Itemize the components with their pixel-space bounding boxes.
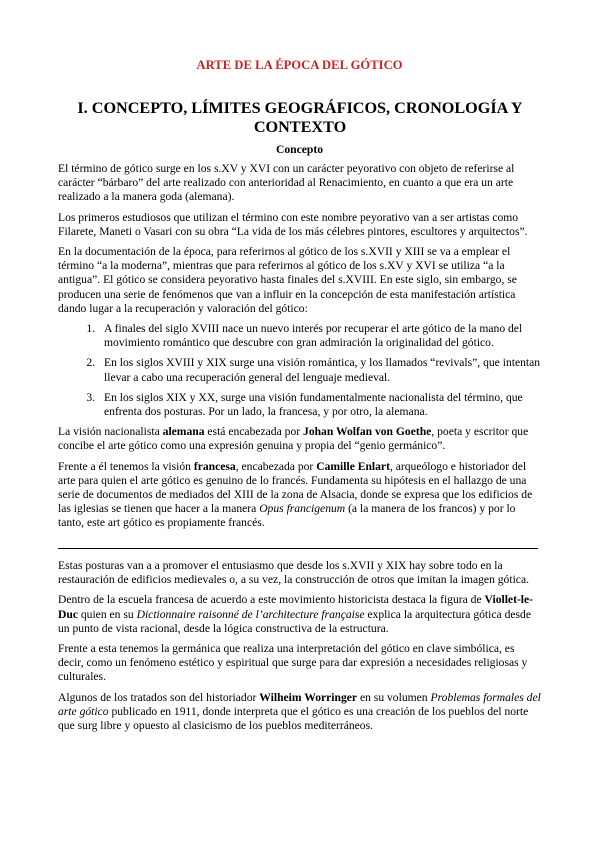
text: explica la arquitectura gótica desde un punto de vista racional, desde la lógica constructiva de la estructura. (58, 607, 531, 635)
text: está encabezada por (204, 425, 304, 439)
text: quien en su (77, 607, 137, 621)
text: La visión nacionalista (58, 425, 163, 439)
horizontal-divider (58, 548, 538, 549)
list-item: 1. A finales del siglo XVIII nace un nuevo interés por recuperar el arte gótico de la mano del movimiento romántico que descubre con gran admiración la originalidad del gótico. (98, 322, 541, 350)
text: (a la manera de los francos) y por lo tanto, este art gótico es propiamente francés. (58, 502, 516, 530)
text: publicado en 1911, donde interpreta que el gótico es una creación de los pueblos del norte que surg libre y opuesto al clasicismo de los pueblos mediterráneos. (58, 704, 529, 733)
paragraph: Los primeros estudiosos que utilizan el término con este nombre peyorativo van a ser artistas como Filarete, Maneti o Vasari con su obra “La vida de los más célebres pintores, escultores y arquitectos”. (58, 210, 528, 238)
text: , arqueólogo e historiador del arte para quien el arte gótico es genuino de lo francés. Fundamenta su hipótesis en el hallazgo de una serie de documentos de mediados del XIII de la zona de Alsacia, donde se expresa que los edificios de las iglesias se tienen que hacer a la manera (58, 459, 533, 516)
text: , encabezada por (235, 459, 317, 473)
text: Algunos de los tratados son del historiador (58, 690, 260, 704)
italic-text: Problemas formales del arte gótico (58, 690, 541, 718)
text: Dentro de la escuela francesa de acuerdo a este movimiento historicista destaca la figura de (58, 593, 485, 607)
body-text-lower (58, 559, 541, 739)
list-item: 2. En los siglos XVIII y XIX surge una visión romántica, y los llamados “revivals”, que intentan llevar a cabo una recuperación general del lenguaje medieval. (98, 356, 541, 384)
paragraph: Frente a esta tenemos la germánica que realiza una interpretación del gótico en clave simbólica, es decir, como un fenómeno estético y espiritual que surge para dar expresión a necesidades religiosas y culturales. (58, 642, 528, 684)
paragraph (58, 691, 541, 734)
paragraph: Estas posturas van a a promover el entusiasmo que desde los s.XVII y XIX hay sobre todo en la restauración de edificios medievales o, a su vez, la construcción de otros que imitan la imagen gótica. (58, 559, 529, 587)
bold-text: Wilheim Worringer (259, 690, 358, 704)
paragraph: En la documentación de la época, para referirnos al gótico de los s.XVII y XIII se va a emplear el término “a la moderna”, mientras que para referirnos al gótico de los s.XV y XVI se utiliza “a la antigua”. El gótico se considera peyorativo hasta finales del s.XVIII. En este siglo, sin embargo, se producen una serie de fenómenos que van a influir en la concepción de esta manifestación artística dando lugar a la recuperación y valoración del gótico: (58, 245, 517, 315)
subheading-concepto: Concepto (275, 143, 323, 156)
text: Frente a él tenemos la visión (58, 459, 194, 473)
bold-text: francesa (193, 459, 236, 473)
paragraph (58, 425, 541, 453)
body-text-upper (58, 162, 541, 537)
list-item: 3. En los siglos XIX y XX, surge una visión fundamentalmente nacionalista del término, que enfrenta dos posturas. Por un lado, la francesa, y por otro, la alemana. (98, 391, 541, 419)
bold-text: Johan Wolfan von Goethe (303, 425, 432, 439)
bold-text: alemana (162, 425, 205, 439)
text: en su volumen (357, 690, 431, 704)
paragraph: El término de gótico surge en los s.XV y XVI con un carácter peyorativo con objeto de referirse al carácter “bárbaro” del arte realizado con anterioridad al Renacimiento, en cuanto a que era un arte realizado a la manera goda (alemana). (58, 162, 515, 204)
bold-text: Camille Enlart (316, 459, 390, 473)
paragraph (58, 460, 541, 531)
numbered-list (58, 322, 541, 419)
bold-text: Viollet-le-Duc (58, 593, 534, 621)
paragraph (58, 593, 541, 636)
italic-text: Opus francigenum (259, 502, 346, 516)
text: , poeta y escritor que concibe el arte gótico como una expresión genuina y propia del “genio germánico”. (58, 425, 529, 453)
italic-text: Dictionnaire raisonné de l’architecture française (136, 607, 365, 621)
document-title: ARTE DE LA ÉPOCA DEL GÓTICO (196, 58, 403, 72)
section-heading: I. CONCEPTO, LÍMITES GEOGRÁFICOS, CRONOLOGÍA Y CONTEXTO (77, 99, 523, 136)
